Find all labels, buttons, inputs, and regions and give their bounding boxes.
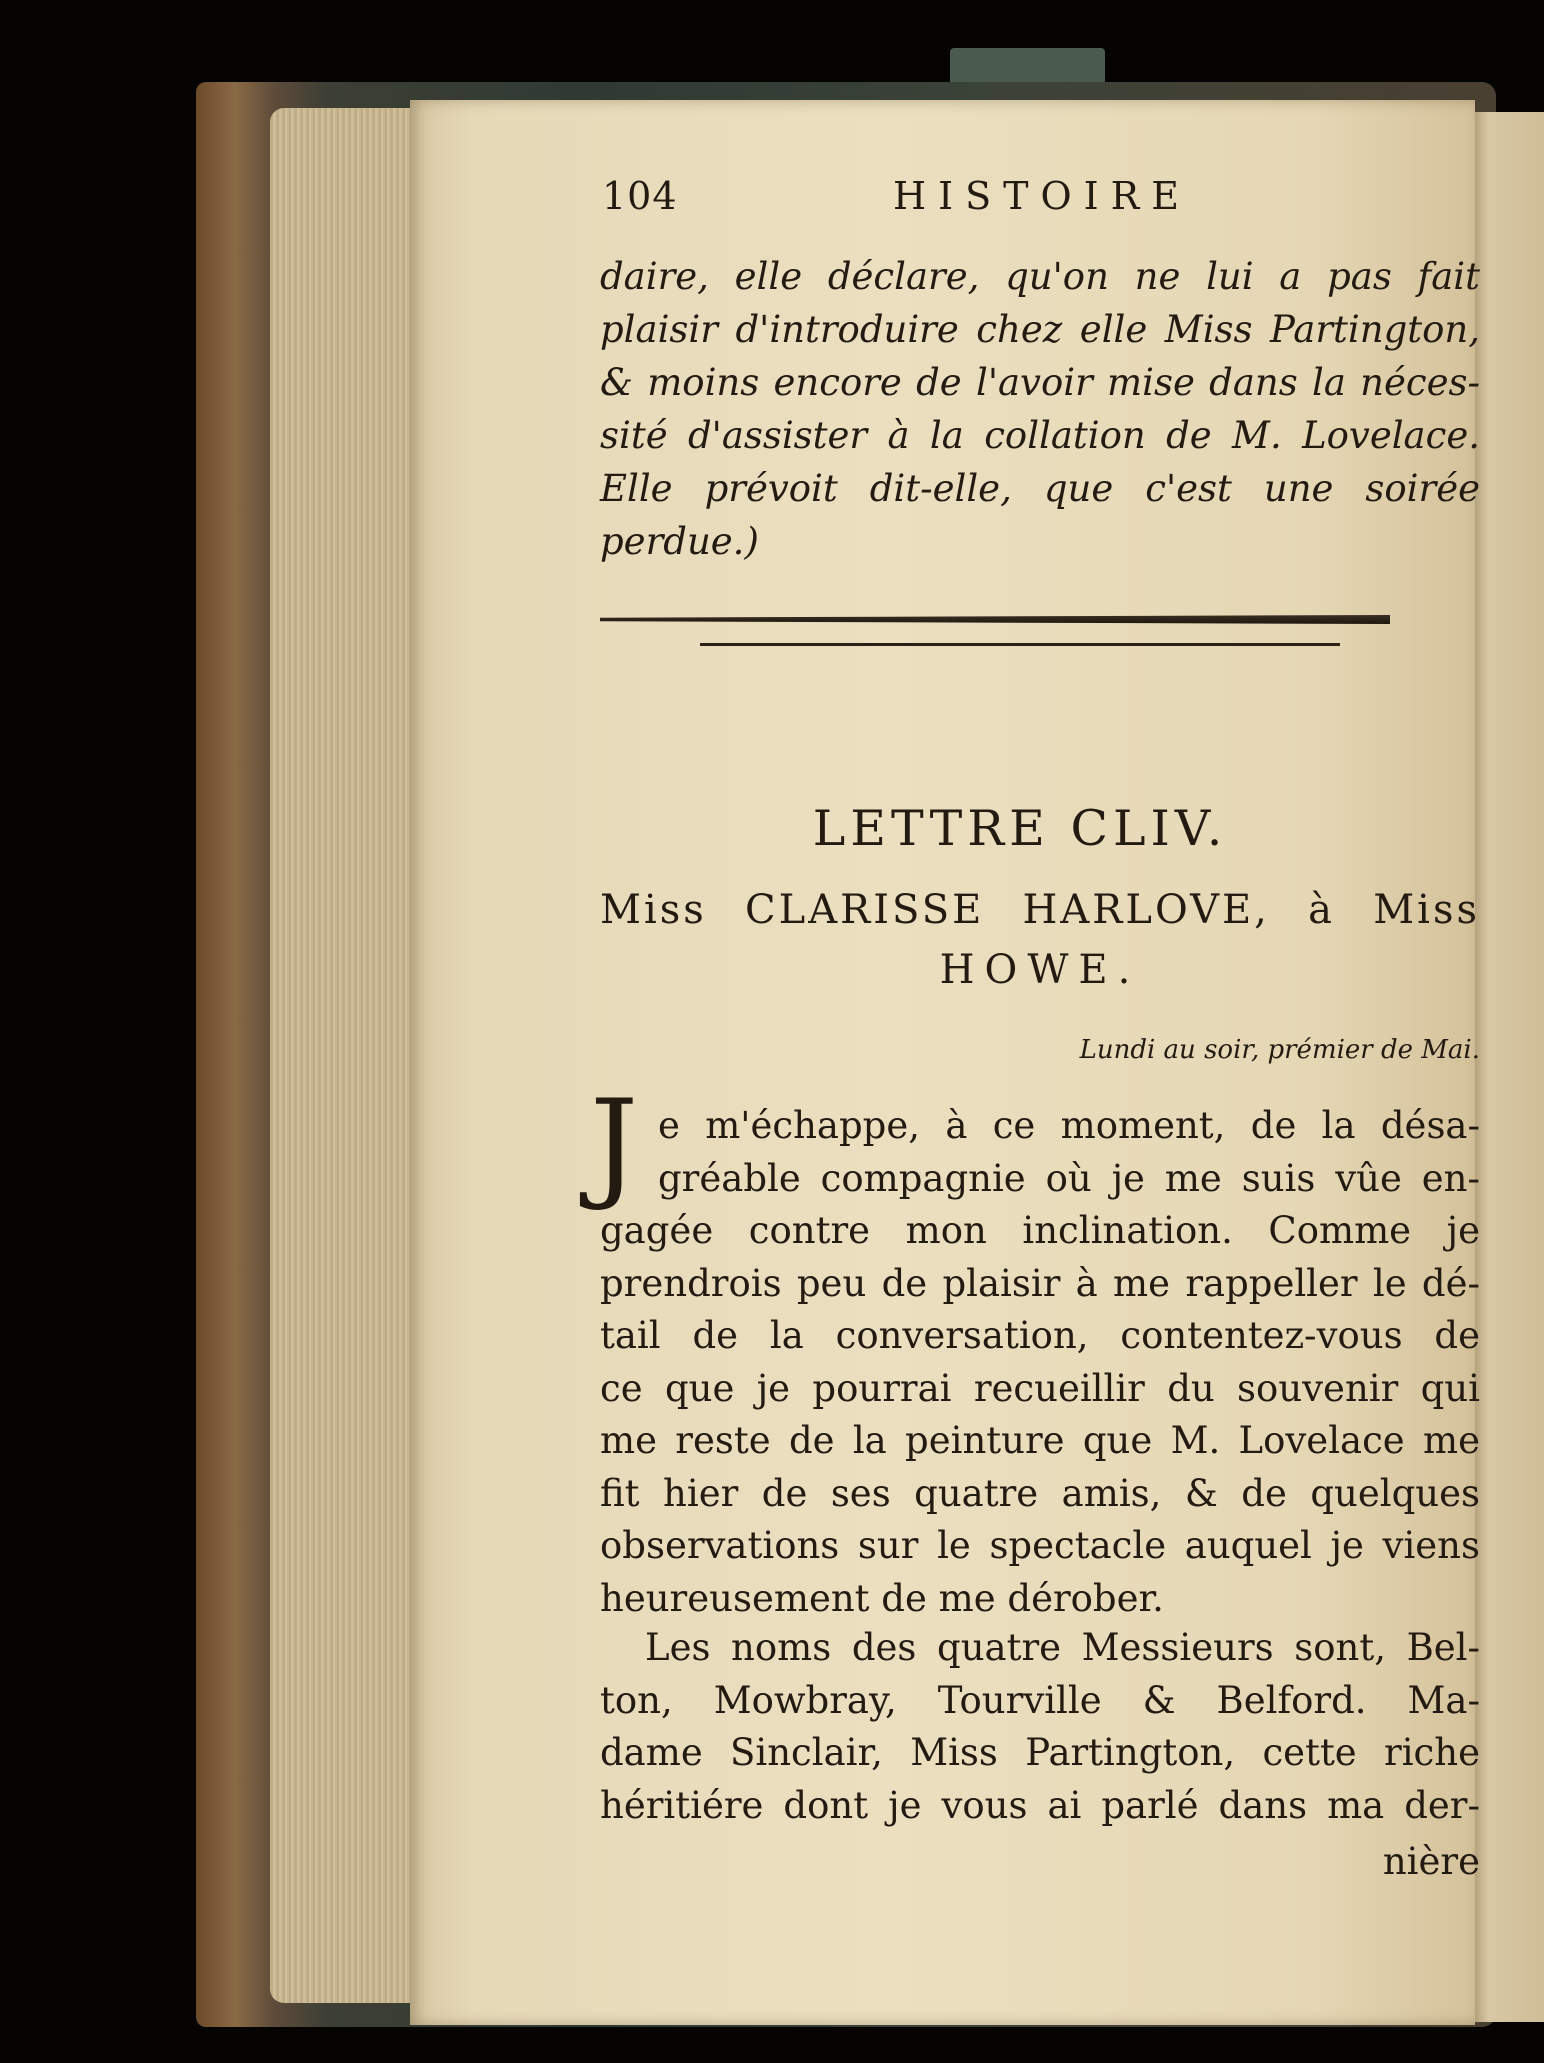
drop-cap: J	[590, 1075, 639, 1214]
text-line: gagée contre mon inclination. Comme je	[600, 1209, 1480, 1252]
book-page	[410, 100, 1480, 2025]
text-line: heureusement de me dérober.	[600, 1576, 1164, 1620]
ornamental-rule	[600, 615, 1390, 624]
text-line: dame Sinclair, Miss Partington, cette riche	[600, 1731, 1480, 1774]
letter-title: LETTRE CLIV.	[812, 800, 1228, 857]
address-line: HOWE.	[939, 947, 1141, 993]
italic-passage	[600, 250, 1480, 568]
running-title: HISTOIRE	[892, 174, 1192, 218]
text-line: prendrois peu de plaisir à me rappeller le dé-	[600, 1261, 1480, 1305]
paragraph	[600, 1622, 1480, 1832]
page-edges	[270, 108, 430, 2003]
text-line: gréable compagnie où je me suis vûe en-	[658, 1156, 1480, 1200]
text-line: me reste de la peinture que M. Lovelace me	[600, 1419, 1480, 1462]
catchword: nière	[1382, 1840, 1480, 1883]
text-line: daire, elle déclare, qu'on ne lui a pas fait	[600, 255, 1480, 298]
text-line: observations sur le spectacle auquel je viens	[600, 1524, 1480, 1567]
text-line: plaisir d'introduire chez elle Miss Partington,	[600, 308, 1480, 351]
text-line: e m'échappe, à ce moment, de la désa-	[658, 1104, 1480, 1147]
text-line: tail de la conversation, contentez-vous de	[600, 1314, 1480, 1357]
paragraph	[600, 1100, 1480, 1625]
text-line: ce que je pourrai recueillir du souvenir qui	[600, 1366, 1480, 1410]
dateline: Lundi au soir, prémier de Mai.	[1079, 1035, 1480, 1065]
text-line: ton, Mowbray, Tourville & Belford. Ma-	[600, 1678, 1480, 1722]
thin-rule	[700, 643, 1340, 646]
text-line: fit hier de ses quatre amis, & de quelques	[600, 1471, 1480, 1515]
text-line: perdue.)	[600, 520, 759, 563]
text-line: Les noms des quatre Messieurs sont, Bel-	[645, 1626, 1480, 1669]
text-line: héritiére dont je vous ai parlé dans ma der-	[600, 1783, 1480, 1827]
text-line: & moins encore de l'avoir mise dans la néces-	[600, 361, 1480, 404]
text-line: Elle prévoit dit-elle, que c'est une soirée	[600, 467, 1480, 510]
running-head	[602, 174, 1502, 234]
letter-address	[600, 880, 1480, 1000]
address-line: Miss CLARISSE HARLOVE, à Miss	[600, 887, 1480, 933]
text-line: sité d'assister à la collation de M. Lovelace.	[600, 414, 1480, 457]
page-number: 104	[602, 174, 678, 218]
